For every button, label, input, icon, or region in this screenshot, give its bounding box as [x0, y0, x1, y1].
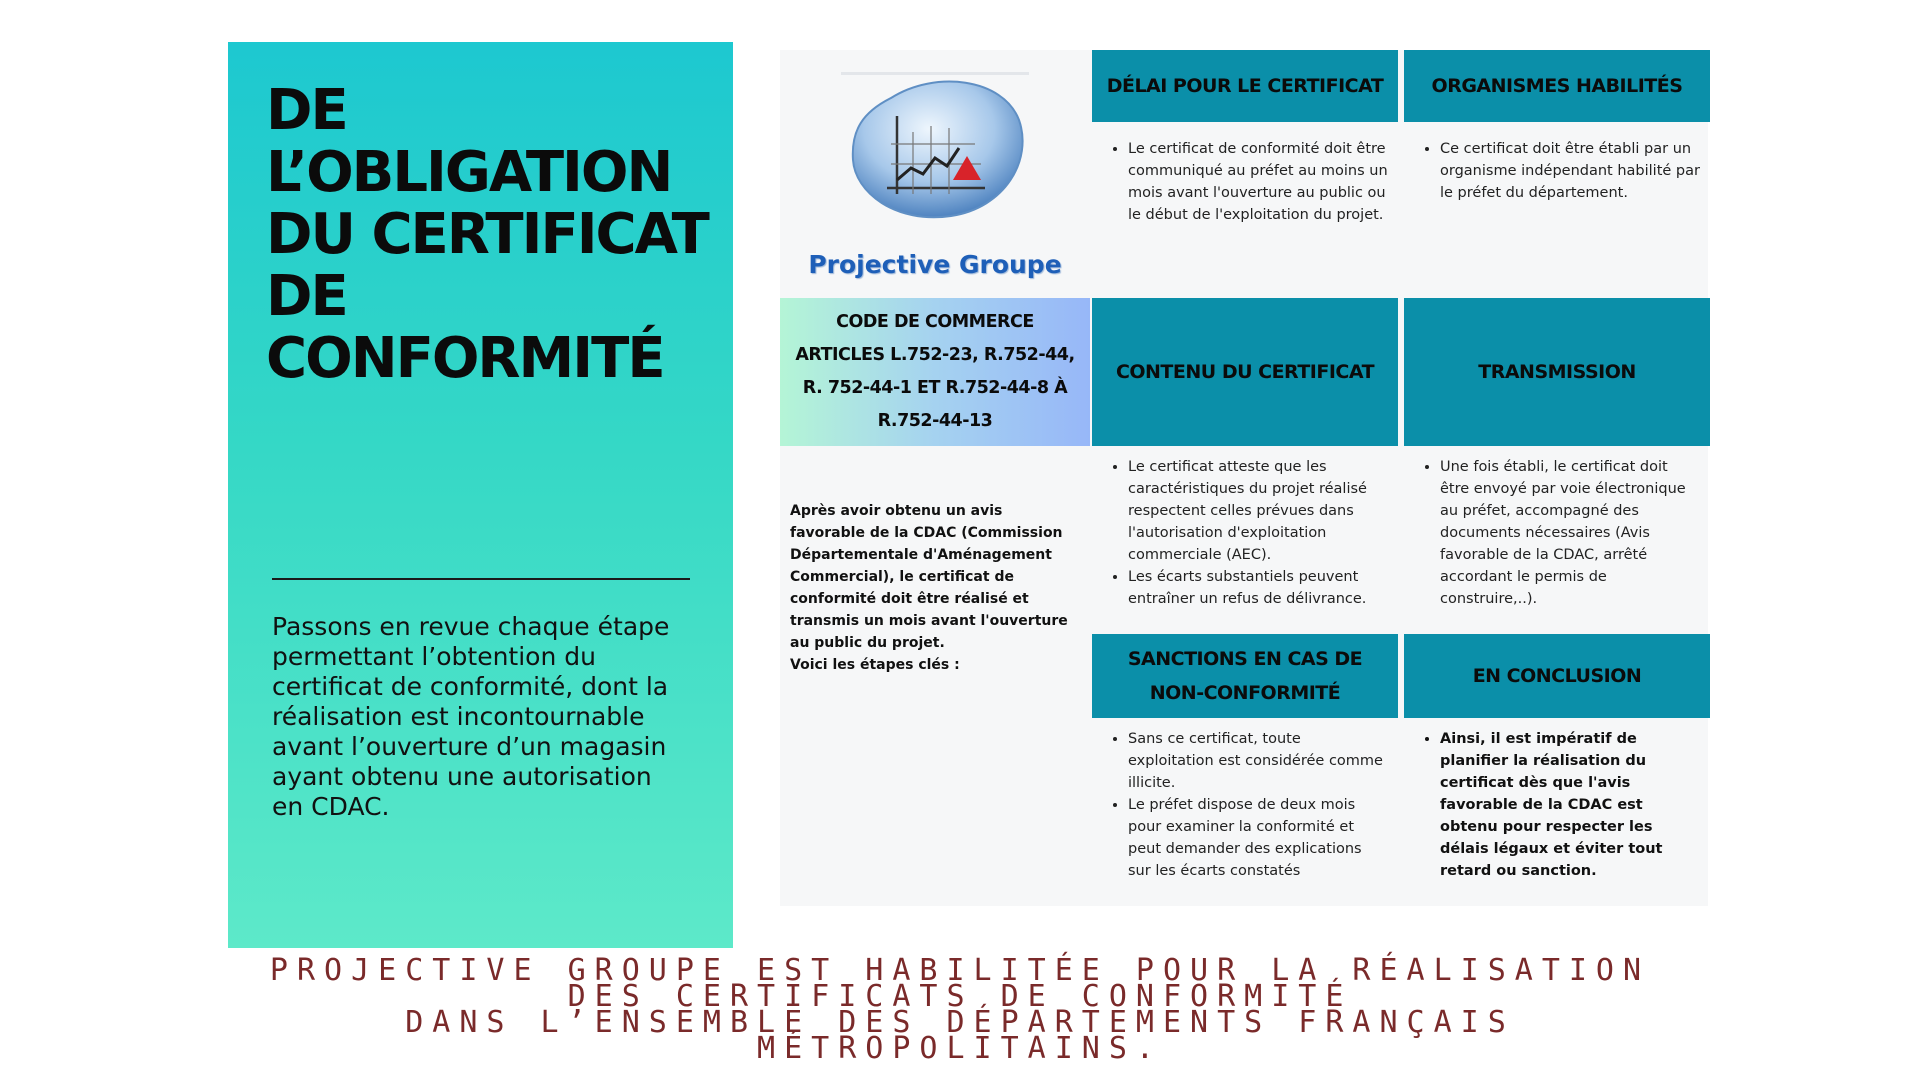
code-commerce-box: [780, 298, 1090, 446]
page-title: DE L’OBLIGATION DU CERTIFICAT DE CONFORMITÉ: [266, 78, 708, 391]
list-item: • Le certificat de conformité doit être communiqué au préfet au moins un mois avant l'ouverture au public ou le début de l'exploitation du projet.: [1128, 138, 1388, 226]
body-conclusion: [1404, 718, 1710, 906]
list-item: • Une fois établi, le certificat doit être envoyé par voie électronique au préfet, accompagné des documents nécessaires (Avis favorable de la CDAC, arrêté accordant le permis de construire,..).: [1440, 456, 1700, 610]
header-conclusion: [1404, 634, 1710, 718]
intro-panel: [228, 42, 733, 948]
footer-note: [250, 953, 1670, 1066]
list-item: • Ainsi, il est impératif de planifier la réalisation du certificat dès que l'avis favorable de la CDAC est obtenu pour respecter les délais légaux et éviter tout retard ou sanction.: [1440, 728, 1700, 882]
code-commerce-line: R. 752-44-1 ET R.752-44-8 À: [802, 378, 1068, 398]
header-delai: [1092, 50, 1398, 122]
header-sanctions: [1092, 634, 1398, 718]
list-item: • Le préfet dispose de deux mois pour examiner la conformité et peut demander des explications sur les écarts constatés: [1128, 794, 1388, 882]
body-sanctions: [1092, 718, 1398, 906]
body-transmission: [1404, 448, 1710, 632]
header-delai-title: DÉLAI POUR LE CERTIFICAT: [1106, 75, 1384, 97]
intro-cta: Voici les étapes clés :: [790, 657, 960, 673]
header-transmission-title: TRANSMISSION: [1478, 361, 1636, 383]
header-organismes-title: ORGANISMES HABILITÉS: [1431, 75, 1683, 97]
logo-cell: [780, 50, 1090, 296]
list-item: • Les écarts substantiels peuvent entraîner un refus de délivrance.: [1128, 566, 1388, 610]
header-contenu-title: CONTENU DU CERTIFICAT: [1115, 361, 1375, 383]
header-transmission: [1404, 298, 1710, 446]
intro-text-box: [780, 448, 1090, 906]
list-item: • Sans ce certificat, toute exploitation est considérée comme illicite.: [1128, 728, 1388, 794]
header-organismes: [1404, 50, 1710, 122]
code-commerce-line: R.752-44-13: [877, 411, 993, 431]
intro-text: Après avoir obtenu un avis favorable de la CDAC (Commission Départementale d'Aménagement Commercial), le certificat de conformité doit être réalisé et transmis un mois avant l'ouverture au public du projet.: [790, 503, 1068, 651]
code-commerce-line: CODE DE COMMERCE: [836, 312, 1034, 332]
body-organismes: [1404, 122, 1710, 296]
footer-line-2: DANS L’ENSEMBLE DES DÉPARTEMENTS FRANÇAIS MÉTROPOLITAINS.: [405, 1005, 1515, 1066]
chart-logo-icon: [835, 68, 1035, 248]
header-contenu: [1092, 298, 1398, 446]
code-commerce-line: ARTICLES L.752-23, R.752-44,: [795, 345, 1075, 365]
list-item: • Ce certificat doit être établi par un organisme indépendant habilité par le préfet du département.: [1440, 138, 1700, 204]
intro-description: Passons en revue chaque étape permettant l’obtention du certificat de conformité, dont la réalisation est incontournable avant l’ouverture d’un magasin ayant obtenu une autorisation en CDAC.: [272, 612, 670, 821]
header-conclusion-title: EN CONCLUSION: [1472, 665, 1642, 687]
divider: [272, 578, 690, 580]
logo-brand-name: Projective Groupe: [808, 250, 1062, 279]
body-contenu: [1092, 448, 1398, 632]
list-item: • Le certificat atteste que les caractéristiques du projet réalisé respectent celles prévues dans l'autorisation d'exploitation commerciale (AEC).: [1128, 456, 1388, 566]
footer-line-1: PROJECTIVE GROUPE EST HABILITÉE POUR LA RÉALISATION DES CERTIFICATS DE CONFORMITÉ: [269, 953, 1651, 1014]
header-sanctions-title: SANCTIONS EN CAS DE NON-CONFORMITÉ: [1127, 648, 1363, 704]
body-delai: [1092, 122, 1398, 296]
